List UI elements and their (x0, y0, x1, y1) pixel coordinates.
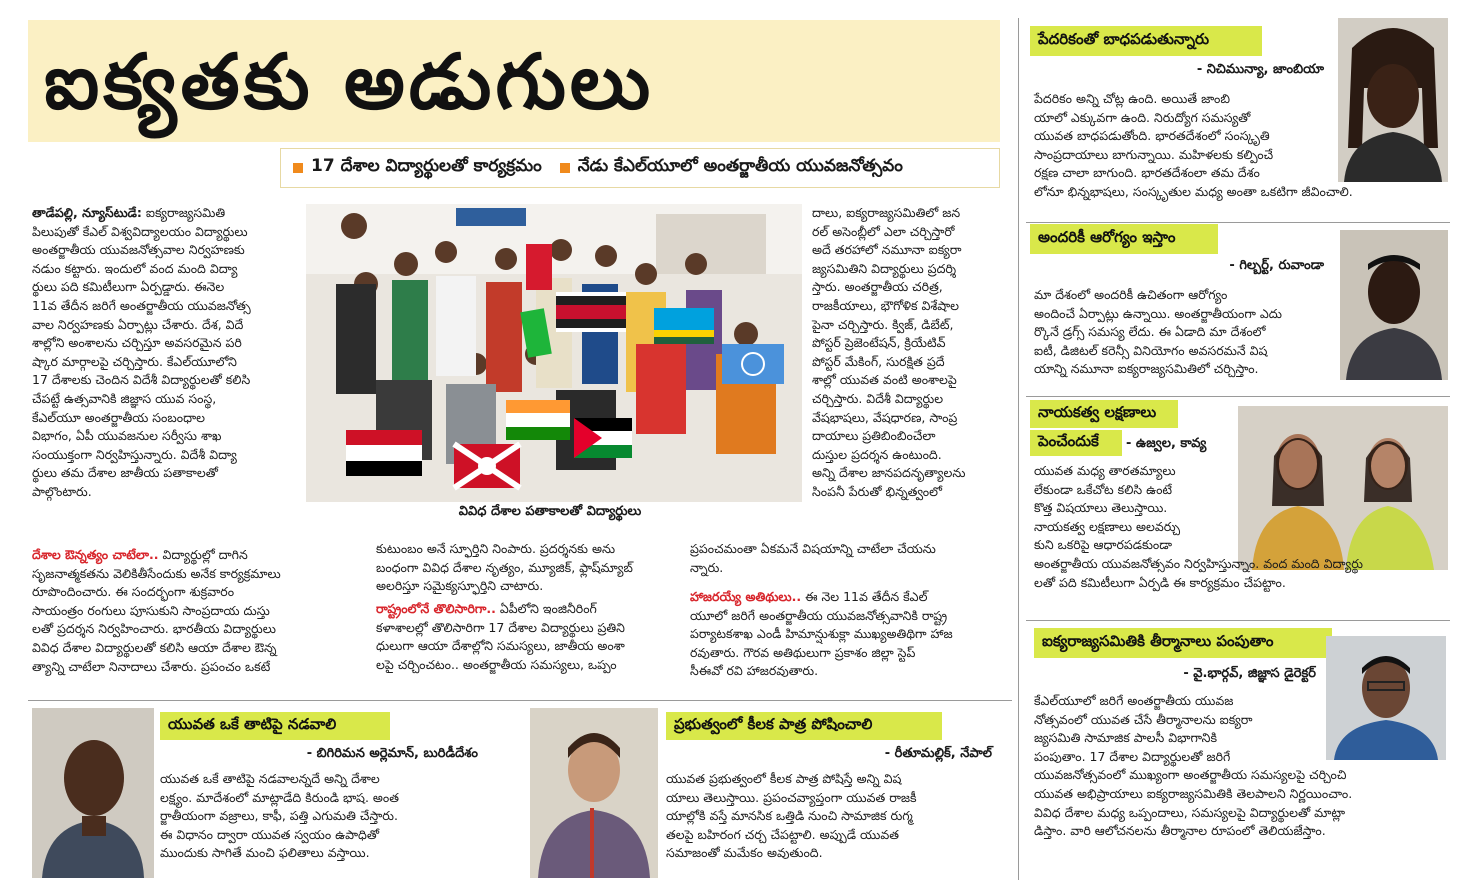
divider (1026, 222, 1450, 223)
headline: ఐక్యతకు అడుగులు (44, 37, 655, 126)
profile-title-leadership-1: నాయకత్వ లక్షణాలు (1030, 400, 1178, 428)
subheading-first-time: రాష్ట్రంలోనే తొలిసారిగా.. (376, 601, 496, 616)
profile-text-burundi: యువత ఒకే తాటిపై నడవాలన్నదే అన్ని దేశాల లక్ష్యం. మాదేశంలో మాట్లాడేది కిరుండి భాష. అంత ర్జాతీయంగా వజ్రాలు, కాఫీ, పత్తి ఎగుమతి చేస్తారు. ఈ విధానం ద్వారా యువత స్వయం ఉపాధితో ముందుకు సాగితే మంచి ఫలితాలు వస్తాయి. (160, 771, 399, 861)
bullet-square-icon (560, 163, 570, 173)
students-with-flags-image (306, 204, 802, 502)
profile-title-nepal: ప్రభుత్వంలో కీలక పాత్ర పోషించాలి (666, 712, 942, 740)
profile-byline-director: - వై.భార్గవ్, జిజ్ఞాస డైరెక్టర్ (1183, 666, 1316, 681)
profile-byline-rwanda: - గిల్బర్ట్, రువాండా (1229, 258, 1324, 273)
profile-photo-burundi (32, 708, 154, 878)
bullet-square-icon (293, 163, 303, 173)
article-sub3: హాజరయ్యే అతిథులు.. ఈ నెల 11వ తేదీన కేఎల్ యూలో జరిగే అంతర్జాతీయ యువజనోత్సవానికి రాష్ట్ర పర్యాటకశాఖ ఎండీ హిమాన్షుశుక్లా ముఖ్యఅతిథిగా హాజ రవుతారు. గౌరవ అతిథులుగా ప్రకాశం జిల్లా స్టెప్ సీఈవో రవి హాజరవుతారు. (690, 589, 953, 679)
profile-title-leadership-2: పెంచేందుకే (1030, 430, 1122, 456)
article-sub1: దేశాల ఔన్నత్యం చాటేలా.. విద్యార్థుల్లో దాగిన సృజనాత్మకతను వెలికితీసేందుకు అనేక కార్యక్రమాలు రూపొందించారు. ఈ సందర్భంగా శుక్రవారం సాయంత్రం రంగులు పూసుకుని సాంప్రదాయ దుస్తు లతో ప్రదర్శన నిర్వహించారు. భారతీయ విద్యార్థులు వివిధ దేశాల విద్యార్థులతో కలిసి ఆయా దేశాల ఔన్న త్యాన్ని చాటేలా నినాదాలు చేశారు. ప్రపంచం ఒకటే (32, 547, 281, 674)
divider (1026, 396, 1450, 397)
profile-byline-burundi: - బిగిరిమన అర్లెమాన్, బురిడీదేశం (306, 746, 478, 761)
profile-text-rwanda: మా దేశంలో అందరికీ ఉచితంగా ఆరోగ్యం అందించే ఏర్పాట్లు ఉన్నాయి. అంతర్జాతీయంగా ఎదు ర్కొనే డ్రగ్స్ సమస్య లేదు. ఈ ఏడాది మా దేశంలో ఐటీ, డిజిటల్ కరెన్సీ వినియోగం అవసరమనే విష యాన్ని నమూనా ఐక్యరాజ్యసమితిలో చర్చిస్తాం. (1034, 287, 1282, 377)
profile-byline-nepal: - రీతూమల్లిక్, నేపాల్ (884, 746, 992, 761)
dateline: తాడేపల్లి, న్యూస్‌టుడే: (32, 205, 142, 220)
profile-text-director: కేఎల్‌యూలో జరిగే అంతర్జాతీయ యువజ నోత్సవంలో యువత చేసే తీర్మానాలను ఐక్యరా జ్యసమితి సామాజిక పాలసీ విభాగానికి పంపుతాం. 17 దేశాల విద్యార్థులతో జరిగే యువజనోత్సవంలో ముఖ్యంగా అంతర్జాతీయ సమస్యలపై చర్చించి యువత అభిప్రాయాలు ఐక్యరాజ్యసమితికి తెలపాలని నిర్ణయించాం. వివిధ దేశాల మధ్య ఒప్పందాలు, సమస్యలపై విద్యార్థులతో మాట్లా డిస్తాం. వారి ఆలోచనలను తీర్మానాల రూపంలో తెలియజేస్తాం. (1034, 693, 1353, 839)
person-portrait-icon (32, 708, 154, 878)
article-col3: దాలు, ఐక్యరాజ్యసమితిలో జన రల్ అసెంబ్లీలో ఎలా చర్చిస్తారో అదే తరహాలో నమూనా ఐక్యరా జ్యసమితిని విద్యార్థులు ప్రదర్శి స్తారు. అంతర్జాతీయ చరిత్ర, రాజకీయాలు, భౌగోళిక విశేషాల పైనా చర్చిస్తారు. క్విజ్, డిబేట్, పోస్టర్ ప్రెజెంటేషన్, క్రియేటివ్ పోస్టర్ మేకింగ్, సుర‌క్షిత ప్రదే శాల్లో యువత వంటి అంశాలపై చర్చిస్తారు. విదేశీ విద్యార్థుల వేషభాషలు, వేషధారణ, సాంప్ర దాయాలు ప్రతిబింబించేలా దుస్తుల ప్రదర్శన ఉంటుంది. అన్ని దేశాల జానపదనృత్యాలను సింపనీ పేరుతో భిన్నత్వంలో (812, 205, 966, 499)
subheading-pride: దేశాల ఔన్నత్యం చాటేలా.. (32, 547, 159, 562)
divider (28, 700, 1012, 701)
column-divider (1018, 18, 1019, 880)
main-photo (306, 204, 802, 502)
profile-byline-zambia: - నిచిమున్యా, జాంబియా (1196, 62, 1324, 77)
article-col2b: కుటుంబం అనే స్ఫూర్తిని నింపారు. ప్రదర్శనకు అను బంధంగా వివిధ దేశాల నృత్యం, మ్యూజిక్, ఫ్లాష్‌మ్యాబ్ అలరిస్తూ సమైక్యస్ఫూర్తిని చాటారు. (376, 541, 633, 594)
article-col3b: ప్రపంచమంతా ఏకమనే విషయాన్ని చాటేలా చేయను న్నారు. (690, 541, 936, 575)
person-portrait-icon (1340, 230, 1448, 380)
profile-byline-leadership: - ఉజ్వల, కావ్య (1126, 436, 1207, 451)
article-sub2: రాష్ట్రంలోనే తొలిసారిగా.. ఏపీలోని ఇంజినీరింగ్ కళాశాలల్లో తొలిసారిగా 17 దేశాల విద్యార్థులు ప్రతిని ధులుగా ఆయా దేశాల్లోని సమస్యలు, జాతీయ అంశా లపై చర్చించటం.. అంతర్జాతీయ సమస్యలు, ఒప్పం (376, 601, 625, 672)
profile-title-rwanda: అందరికీ ఆరోగ్యం ఇస్తాం (1030, 224, 1218, 254)
profile-text-zambia: పేదరికం అన్ని చోట్ల ఉంది. అయితే జాంబి యాలో ఎక్కువగా ఉంది. నిరుద్యోగ సమస్యతో యువత బాధపడుతోంది. భారతదేశంలో సంస్కృతి సాంప్రదాయాలు బాగున్నాయి. మహిళలకు కల్పించే రక్షణ చాలా బాగుంది. భారతదేశంలా తమ దేశం లోనూ భిన్నభాషలు, సంస్కృతుల మధ్య అంతా ఒకటిగా జీవించాలి. (1034, 91, 1353, 199)
subhead-1: 17 దేశాల విద్యార్థులతో కార్యక్రమం (311, 156, 542, 176)
profile-title-zambia: పేదరికంతో బాధపడుతున్నారు (1030, 26, 1262, 56)
profile-text-leadership: యువత మధ్య తారతమ్యాలు లేకుండా ఒకేచోట కలిసి ఉంటే కొత్త విషయాలు తెలుస్తాయి. నాయకత్వ లక్షణాలు అలవర్చు కుని ఒకరిపై ఆధారపడకుండా అంతర్జాతీయ యువజనోత్సవం నిర్వహిస్తున్నాం. వంద మంది విద్యార్థు లతో పది కమిటీలుగా ఏర్పడి ఈ కార్యక్రమం చేపట్టాం. (1034, 463, 1363, 590)
subheading-guests: హాజరయ్యే అతిథులు.. (690, 589, 802, 604)
profile-photo-nepal (530, 708, 658, 878)
profile-title-burundi: యువత ఒకే తాటిపై నడవాలి (160, 712, 390, 740)
photo-caption: వివిధ దేశాల పతాకాలతో విద్యార్థులు (458, 504, 642, 519)
article-col1: తాడేపల్లి, న్యూస్‌టుడే: ఐక్యరాజ్యసమితి పిలుపుతో కేఎల్ విశ్వవిద్యాలయం విద్యార్థులు అంతర్జాతీయ యువజనోత్సవాల నిర్వహణకు నడుం కట్టారు. ఇందులో వంద మంది విద్యా ర్థులు పది కమిటీలుగా ఏర్పడ్డారు. ఈనెల 11వ తేదీన జరిగే అంతర్జాతీయ యువజనోత్స వాల నిర్వహణకు ఏర్పాట్లు చేశారు. దేశ, విదే శాల్లోని అంశాలను చర్చిస్తూ అవసరమైన పరి ష్కార మార్గాలపై చర్చిస్తారు. కేఎల్‌యూలోని 17 దేశాలకు చెందిన విదేశీ విద్యార్థులతో కలిసి చేపట్టే ఉత్సవానికి జిజ్ఞాస యువ సంస్థ, కేఎల్‌యూ అంతర్జాతీయ సంబంధాల విభాగం, ఏపీ యువజనుల సర్వీసు శాఖ సంయుక్తంగా నిర్వహిస్తున్నారు. విదేశీ విద్యా ర్థులు తమ దేశాల జాతీయ పతాకాలతో పాల్గొంటారు. (32, 205, 251, 499)
profile-photo-rwanda (1340, 230, 1448, 380)
subhead-2: నేడు కేఎల్‌యూలో అంతర్జాతీయ యువజనోత్సవం (577, 156, 903, 176)
divider (1026, 620, 1450, 621)
profile-text-nepal: యువత ప్రభుత్వంలో కీలక పాత్ర పోషిస్తే అన్ని విష యాలు తెలుస్తాయి. ప్రపంచవ్యాప్తంగా యువత రాజకీ యాల్లోకి వస్తే మానసిక ఒత్తిడి నుంచి సామాజిక రుగ్మ తలపై బహిరంగ చర్చ చేపట్టాలి. అప్పుడే యువత సమాజంతో మమేకం అవుతుంది. (666, 771, 917, 861)
person-portrait-icon (530, 708, 658, 878)
profile-title-director: ఐక్యరాజ్యసమితికి తీర్మానాలు పంపుతాం (1034, 628, 1332, 658)
subhead-bar (280, 148, 1000, 188)
